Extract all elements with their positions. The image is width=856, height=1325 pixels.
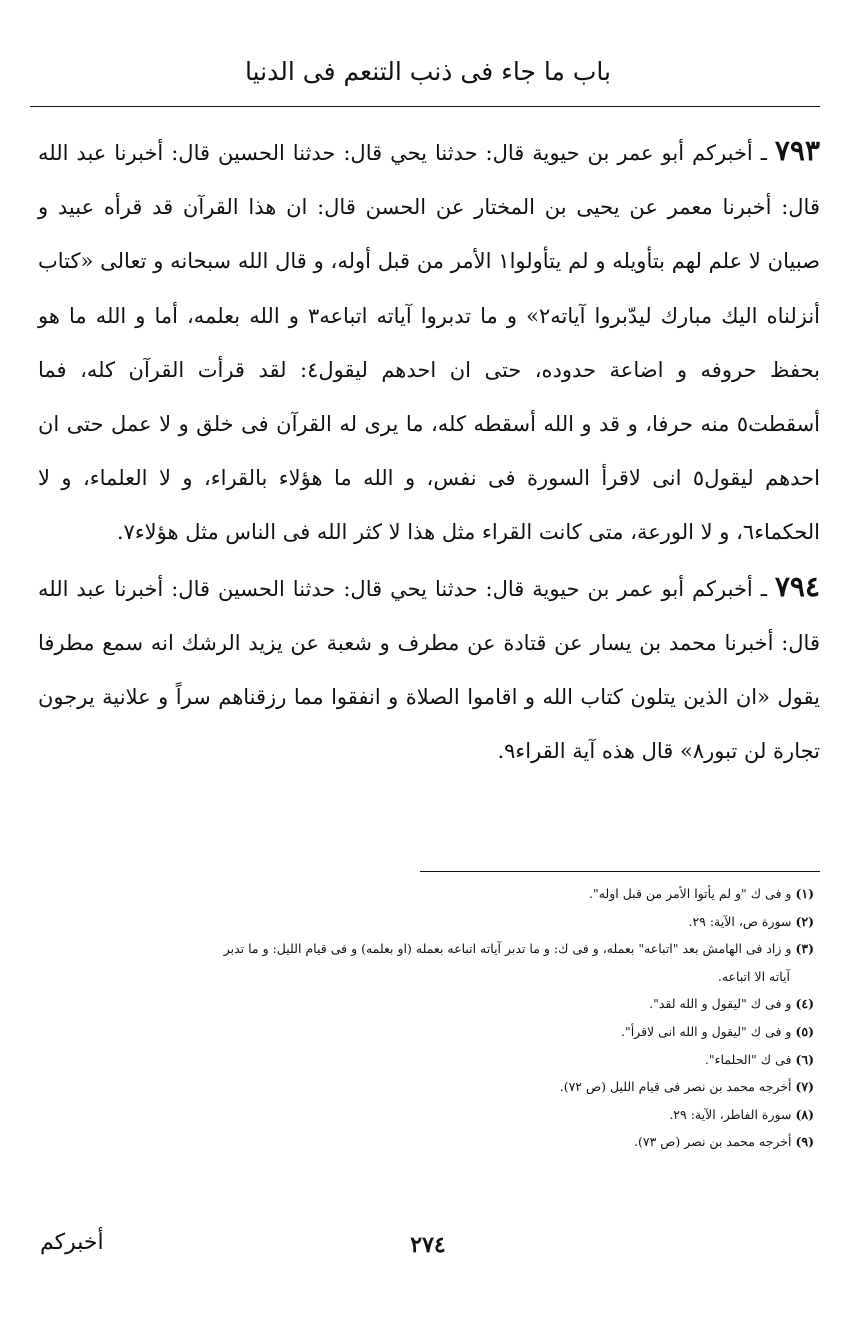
footnote-5 bbox=[20, 1018, 820, 1046]
running-head: باب ما جاء فى ذنب التنعم فى الدنيا bbox=[245, 57, 611, 86]
footnote-6 bbox=[20, 1046, 820, 1074]
footnote-3-continuation: آياته الا اتباعه. bbox=[717, 968, 790, 984]
page-number: ٢٧٤ bbox=[410, 1232, 446, 1258]
footnote-marker: (٥) bbox=[795, 1023, 814, 1039]
entry-text: ـ أخبركم أبو عمر بن حيوية قال: حدثنا يحي قال: حدثنا الحسين قال: أخبرنا عبد الله قال: أخبرنا معمر عن يحيى بن المختار عن الحسن قال: ان هذا القرآن قد قرأه عبيد و صبيان لا علم لهم بتأويله و لم يتأولوا١ الأمر من قبل أوله، و قال الله سبحانه و تعالى «كتاب أنزلناه اليك مبارك ليدّبروا آياته٢» و ما تدبروا آياته اتباعه٣ و الله بعلمه، أما و الله ما هو بحفظ حروفه و اضاعة حدوده، حتى ان احدهم ليقول٤: لقد قرأت القرآن كله، فما أسقطت٥ منه حرفا، و قد و الله أسقطه كله، ما يرى له القرآن فى خلق و لا عمل حتى ان احدهم ليقول٥ انى لاقرأ السورة فى نفس، و الله ما هؤلاء بالقراء، و لا العلماء، و لا الحكماء٦، و لا الورعة، متى كانت القراء مثل هذا لا كثر الله فى الناس مثل هؤلاء٧. bbox=[38, 141, 821, 545]
footnote-8 bbox=[20, 1101, 820, 1129]
footnote-7 bbox=[20, 1073, 820, 1101]
header-rule bbox=[30, 106, 820, 107]
footnote-1 bbox=[20, 880, 820, 908]
footnote-marker: (٤) bbox=[795, 996, 814, 1012]
footnote-marker: (٢) bbox=[795, 913, 814, 929]
footnote-marker: (٩) bbox=[795, 1134, 814, 1150]
footnote-text: و فى ك "و لم يأتوا الأمر من قبل اوله". bbox=[588, 886, 792, 901]
entry-number: ٧٩٣ bbox=[774, 134, 820, 167]
footnote-9 bbox=[20, 1128, 820, 1156]
footnote-text: فى ك "الحلماء". bbox=[704, 1051, 792, 1067]
footnote-marker: (٦) bbox=[795, 1051, 814, 1067]
entry-text: ـ أخبركم أبو عمر بن حيوية قال: حدثنا يحي قال: حدثنا الحسين قال: أخبرنا عبد الله قال: أخبرنا محمد بن يسار عن قتادة عن مطرف و شعبة عن يزيد الرشك انه سمع مطرفا يقول «ان الذين يتلون كتاب الله و اقاموا الصلاة و انفقوا مما رزقناهم سراً و علانية يرجون تجارة لن تبور٨» قال هذه آية القراء٩. bbox=[38, 576, 820, 764]
entry-number: ٧٩٤ bbox=[774, 569, 820, 603]
hadith-entry-793 bbox=[38, 124, 820, 560]
footnote-text: سورة ص، الآية: ٢٩. bbox=[688, 913, 792, 929]
hadith-entry-794 bbox=[38, 560, 820, 779]
footnote-3 bbox=[20, 935, 820, 963]
footnote-4 bbox=[20, 990, 820, 1018]
footnote-marker: (٣) bbox=[795, 941, 814, 957]
footnote-text: و فى ك "ليقول و الله لقد". bbox=[649, 996, 792, 1012]
footnote-text: و زاد فى الهامش بعد "اتباعه" بعمله، و فى ك: و ما تدبر آياته اتباعه بعمله (او بعلمه) و فى قيام الليل: و ما تدبر bbox=[223, 941, 792, 957]
footnote-text: و فى ك "ليقول و الله انى لاقرأ". bbox=[620, 1023, 792, 1039]
footnote-marker: (٨) bbox=[795, 1106, 814, 1122]
footnote-text: أخرجه محمد بن نصر فى قيام الليل (ص ٧٢). bbox=[559, 1079, 792, 1095]
footnote-marker: (٧) bbox=[795, 1079, 814, 1095]
footnote-marker: (١) bbox=[795, 886, 814, 901]
footnote-text: أخرجه محمد بن نصر (ص ٧٣). bbox=[634, 1134, 792, 1150]
main-text bbox=[38, 124, 820, 778]
catchword: أخبركم bbox=[40, 1230, 104, 1255]
footnote-2 bbox=[20, 908, 820, 936]
footnote-text: سورة الفاطر، الآية: ٢٩. bbox=[669, 1106, 792, 1122]
footnote-rule bbox=[420, 871, 820, 872]
footnotes bbox=[20, 880, 820, 1156]
